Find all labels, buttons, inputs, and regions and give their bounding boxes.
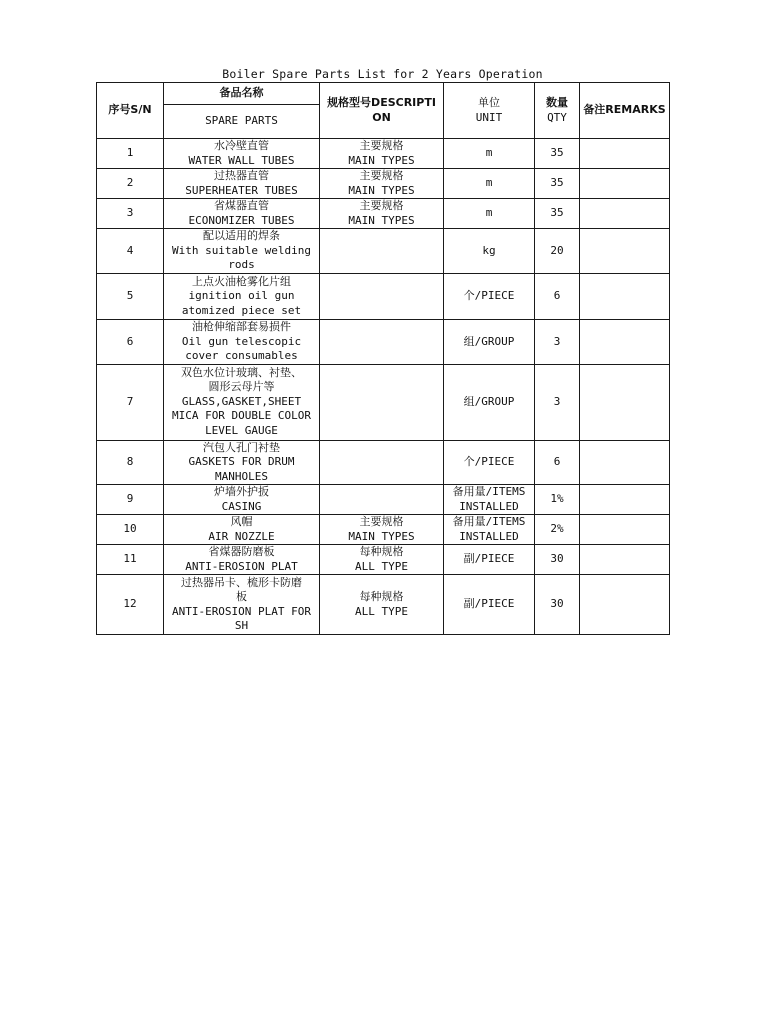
cell-description xyxy=(320,364,444,440)
cell-spare-part xyxy=(164,139,320,169)
cell-unit xyxy=(444,364,535,440)
cell-unit xyxy=(444,575,535,635)
cell-qty: 2% xyxy=(535,515,580,545)
cell-line: SUPERHEATER TUBES xyxy=(185,183,298,197)
cell-line: 省煤器防磨板 xyxy=(208,545,275,558)
cell-qty: 35 xyxy=(535,169,580,199)
cell-description xyxy=(320,545,444,575)
cell-sn: 10 xyxy=(97,515,164,545)
header-row-top xyxy=(97,83,670,105)
cell-line: WATER WALL TUBES xyxy=(188,153,295,167)
cell-line: kg xyxy=(482,243,496,257)
cell-spare-part xyxy=(164,575,320,635)
cell-qty: 30 xyxy=(535,575,580,635)
cell-line: 主要规格 xyxy=(359,199,404,212)
cell-line: 副/PIECE xyxy=(463,552,515,566)
cell-line: 油枪伸缩部套易损件 xyxy=(192,320,291,333)
cell-line: MAIN TYPES xyxy=(348,183,415,197)
table-row xyxy=(97,169,670,199)
cell-line: 每种规格 xyxy=(359,590,404,603)
cell-sn: 11 xyxy=(97,545,164,575)
cell-line: MAIN TYPES xyxy=(348,213,415,227)
header-unit-cn: 单位 xyxy=(478,96,500,109)
cell-line: 圆形云母片等 xyxy=(208,380,275,394)
header-parts-cn: 备品名称 xyxy=(164,83,320,105)
cell-line: AIR NOZZLE xyxy=(208,529,275,543)
cell-unit xyxy=(444,199,535,229)
cell-line: ALL TYPE xyxy=(355,604,408,618)
cell-line: 每种规格 xyxy=(359,545,404,558)
cell-line: ANTI-EROSION PLAT xyxy=(185,559,298,573)
cell-unit xyxy=(444,440,535,485)
cell-sn: 5 xyxy=(97,274,164,320)
cell-description xyxy=(320,320,444,365)
cell-unit xyxy=(444,320,535,365)
header-qty xyxy=(535,83,580,139)
cell-sn: 8 xyxy=(97,440,164,485)
cell-line: 主要规格 xyxy=(359,515,404,528)
table-row xyxy=(97,320,670,365)
cell-line: 配以适用的焊条 xyxy=(203,229,280,243)
cell-line: Oil gun telescopic xyxy=(181,334,302,348)
table-row xyxy=(97,274,670,320)
document-title: Boiler Spare Parts List for 2 Years Operation xyxy=(222,67,543,81)
cell-line: 汽包人孔门衬垫 xyxy=(203,440,280,454)
header-description: 规格型号DESCRIPTI ON xyxy=(320,83,444,139)
cell-line: 备用量/ITEMS xyxy=(452,485,526,498)
cell-description xyxy=(320,575,444,635)
cell-remarks xyxy=(580,229,670,274)
cell-line: m xyxy=(485,206,493,220)
cell-qty: 20 xyxy=(535,229,580,274)
table-row xyxy=(97,440,670,485)
cell-remarks xyxy=(580,139,670,169)
cell-line: atomized piece set xyxy=(181,303,302,317)
cell-description xyxy=(320,199,444,229)
cell-unit xyxy=(444,545,535,575)
cell-remarks xyxy=(580,320,670,365)
cell-unit xyxy=(444,139,535,169)
cell-line: With suitable welding xyxy=(171,243,312,257)
cell-line: 风帽 xyxy=(230,515,253,528)
cell-line: MANHOLES xyxy=(215,469,268,483)
cell-spare-part xyxy=(164,545,320,575)
cell-description xyxy=(320,139,444,169)
cell-line: 个/PIECE xyxy=(463,289,515,303)
cell-remarks xyxy=(580,515,670,545)
cell-sn: 7 xyxy=(97,364,164,440)
cell-remarks xyxy=(580,485,670,515)
cell-spare-part xyxy=(164,440,320,485)
cell-qty: 35 xyxy=(535,199,580,229)
cell-sn: 3 xyxy=(97,199,164,229)
table-row xyxy=(97,515,670,545)
cell-qty: 1% xyxy=(535,485,580,515)
cell-remarks xyxy=(580,274,670,320)
cell-line: 板 xyxy=(236,590,247,603)
cell-line: 备用量/ITEMS xyxy=(452,515,526,528)
cell-line: rods xyxy=(228,258,255,272)
cell-line: GASKETS FOR DRUM xyxy=(188,455,295,468)
header-unit xyxy=(444,83,535,139)
cell-unit xyxy=(444,485,535,515)
cell-line: INSTALLED xyxy=(459,529,519,543)
cell-qty: 30 xyxy=(535,545,580,575)
cell-line: MAIN TYPES xyxy=(348,529,415,543)
cell-spare-part xyxy=(164,229,320,274)
cell-line: 组/GROUP xyxy=(463,334,515,348)
cell-line: 省煤器直管 xyxy=(214,199,269,212)
cell-description xyxy=(320,440,444,485)
cell-sn: 9 xyxy=(97,485,164,515)
cell-sn: 2 xyxy=(97,169,164,199)
cell-line: 组/GROUP xyxy=(463,394,515,408)
cell-remarks xyxy=(580,364,670,440)
cell-description xyxy=(320,229,444,274)
header-unit-en: UNIT xyxy=(475,110,503,124)
header-qty-cn: 数量 xyxy=(546,96,568,109)
cell-unit xyxy=(444,274,535,320)
cell-line: 双色水位计玻璃、衬垫、 xyxy=(181,365,302,379)
cell-unit xyxy=(444,515,535,545)
cell-spare-part xyxy=(164,274,320,320)
header-parts-en: SPARE PARTS xyxy=(164,105,320,139)
cell-remarks xyxy=(580,199,670,229)
cell-description xyxy=(320,485,444,515)
table-row xyxy=(97,364,670,440)
cell-line: MAIN TYPES xyxy=(348,153,415,167)
cell-line: 个/PIECE xyxy=(463,455,515,468)
table-row xyxy=(97,545,670,575)
cell-qty: 6 xyxy=(535,440,580,485)
cell-line: SH xyxy=(234,619,249,632)
cell-line: 主要规格 xyxy=(359,139,404,152)
cell-description xyxy=(320,169,444,199)
cell-line: m xyxy=(485,176,493,190)
cell-line: 副/PIECE xyxy=(463,597,515,611)
cell-unit xyxy=(444,229,535,274)
cell-unit xyxy=(444,169,535,199)
cell-qty: 35 xyxy=(535,139,580,169)
cell-line: cover consumables xyxy=(185,349,298,362)
table-row xyxy=(97,485,670,515)
cell-line: GLASS,GASKET,SHEET xyxy=(181,394,302,408)
cell-spare-part xyxy=(164,169,320,199)
spare-parts-table xyxy=(96,82,670,635)
cell-sn: 1 xyxy=(97,139,164,169)
cell-line: ignition oil gun xyxy=(188,289,295,303)
table-row xyxy=(97,575,670,635)
cell-line: LEVEL GAUGE xyxy=(205,423,278,437)
cell-line: 上点火油枪雾化片组 xyxy=(192,274,291,288)
header-sn: 序号S/N xyxy=(97,83,164,139)
cell-description xyxy=(320,515,444,545)
cell-line: 炉墙外护扳 xyxy=(214,485,269,498)
cell-line: m xyxy=(485,146,493,160)
cell-qty: 6 xyxy=(535,274,580,320)
cell-spare-part xyxy=(164,364,320,440)
cell-remarks xyxy=(580,545,670,575)
cell-line: 水冷壁直管 xyxy=(214,139,269,152)
cell-qty: 3 xyxy=(535,364,580,440)
cell-spare-part xyxy=(164,320,320,365)
table-row xyxy=(97,229,670,274)
cell-line: ANTI-EROSION PLAT FOR xyxy=(171,604,312,618)
cell-sn: 6 xyxy=(97,320,164,365)
cell-line: 主要规格 xyxy=(359,169,404,182)
cell-line: 过热器吊卡、梳形卡防磨 xyxy=(181,575,302,589)
cell-line: CASING xyxy=(221,499,262,513)
cell-line: 过热器直管 xyxy=(214,169,269,182)
cell-line: ECONOMIZER TUBES xyxy=(188,213,295,227)
cell-remarks xyxy=(580,440,670,485)
cell-line: MICA FOR DOUBLE COLOR xyxy=(171,409,312,423)
header-remarks: 备注REMARKS xyxy=(580,83,670,139)
cell-spare-part xyxy=(164,515,320,545)
cell-qty: 3 xyxy=(535,320,580,365)
table-row xyxy=(97,139,670,169)
table-row xyxy=(97,199,670,229)
header-qty-en: QTY xyxy=(547,110,567,124)
cell-spare-part xyxy=(164,485,320,515)
cell-line: INSTALLED xyxy=(459,499,519,513)
cell-sn: 12 xyxy=(97,575,164,635)
cell-remarks xyxy=(580,575,670,635)
cell-sn: 4 xyxy=(97,229,164,274)
cell-spare-part xyxy=(164,199,320,229)
cell-remarks xyxy=(580,169,670,199)
cell-line: ALL TYPE xyxy=(355,559,408,573)
cell-description xyxy=(320,274,444,320)
